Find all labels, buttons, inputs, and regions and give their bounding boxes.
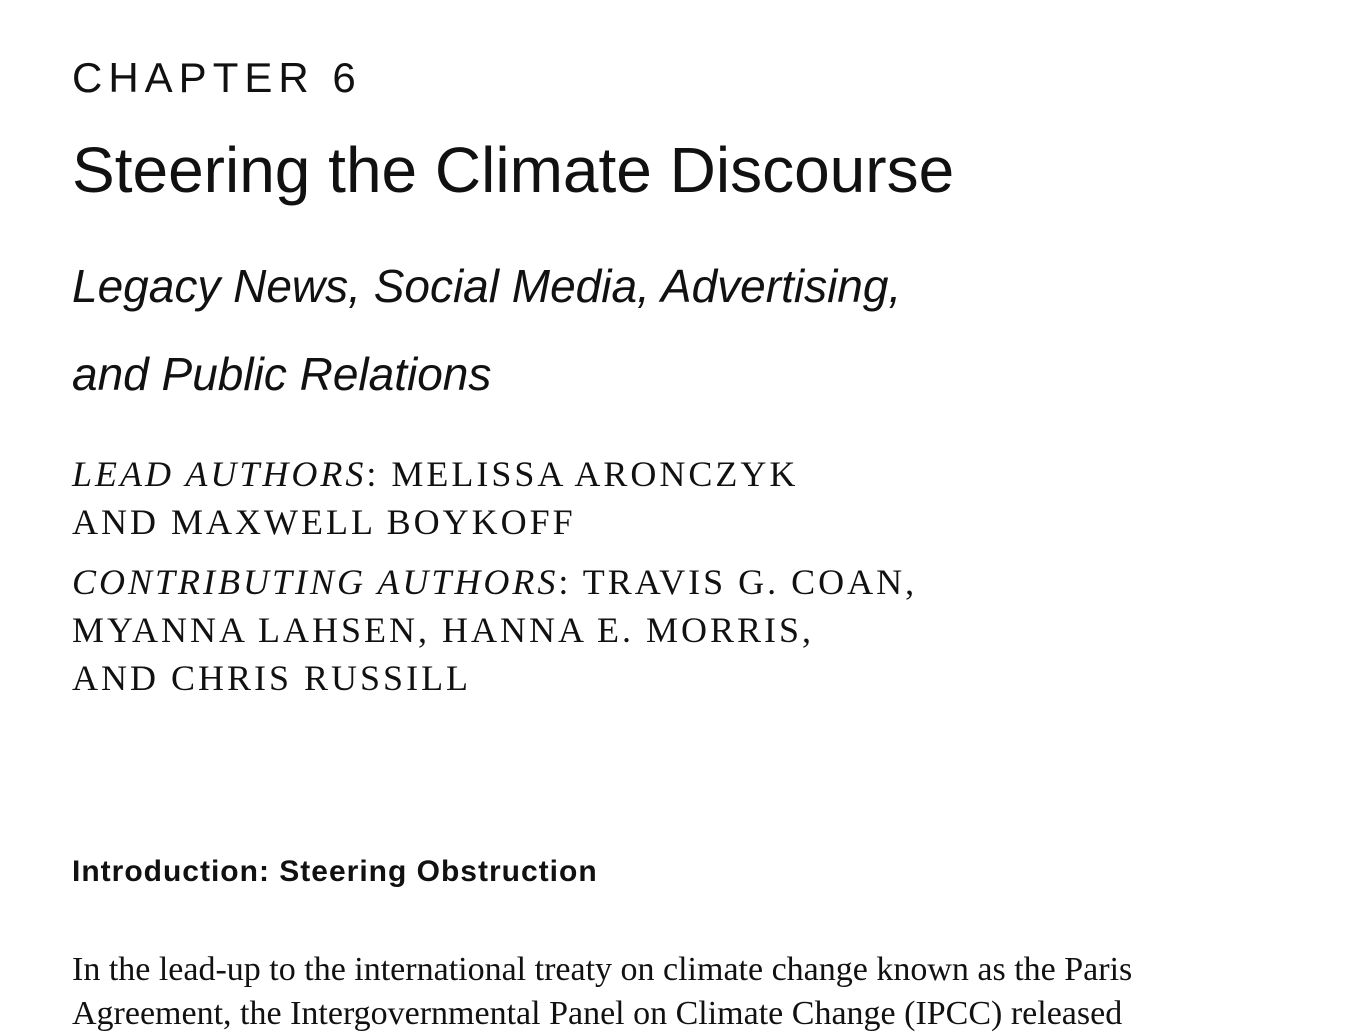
contributing-authors-line-1 (72, 558, 917, 606)
lead-authors-names-1: : MELISSA ARONCZYK (366, 454, 799, 494)
lead-authors-block (72, 450, 798, 546)
lead-authors-role: LEAD AUTHORS (72, 454, 367, 494)
chapter-title: Steering the Climate Discourse (72, 134, 955, 206)
chapter-subtitle-line-2: and Public Relations (72, 348, 492, 400)
chapter-number: CHAPTER 6 (72, 54, 362, 101)
body-paragraph (72, 948, 1252, 1036)
contributing-authors-block (72, 558, 917, 702)
body-paragraph-line-2: Agreement, the Intergovernmental Panel on Climate Change (IPCC) released (72, 995, 1123, 1032)
contributing-authors-names-2: MYANNA LAHSEN, HANNA E. MORRIS, (72, 610, 815, 650)
contributing-authors-role: CONTRIBUTING AUTHORS (72, 562, 559, 602)
chapter-subtitle-line-1: Legacy News, Social Media, Advertising, (72, 260, 902, 312)
contributing-authors-names-1: : TRAVIS G. COAN, (558, 562, 918, 602)
lead-authors-line-1 (72, 450, 798, 498)
section-heading: Introduction: Steering Obstruction (72, 855, 598, 888)
document-page (72, 0, 1292, 1032)
contributing-authors-names-3: AND CHRIS RUSSILL (72, 658, 472, 698)
lead-authors-names-2: AND MAXWELL BOYKOFF (72, 502, 576, 542)
body-paragraph-line-1: In the lead-up to the international treaty on climate change known as the Paris (72, 951, 1133, 988)
